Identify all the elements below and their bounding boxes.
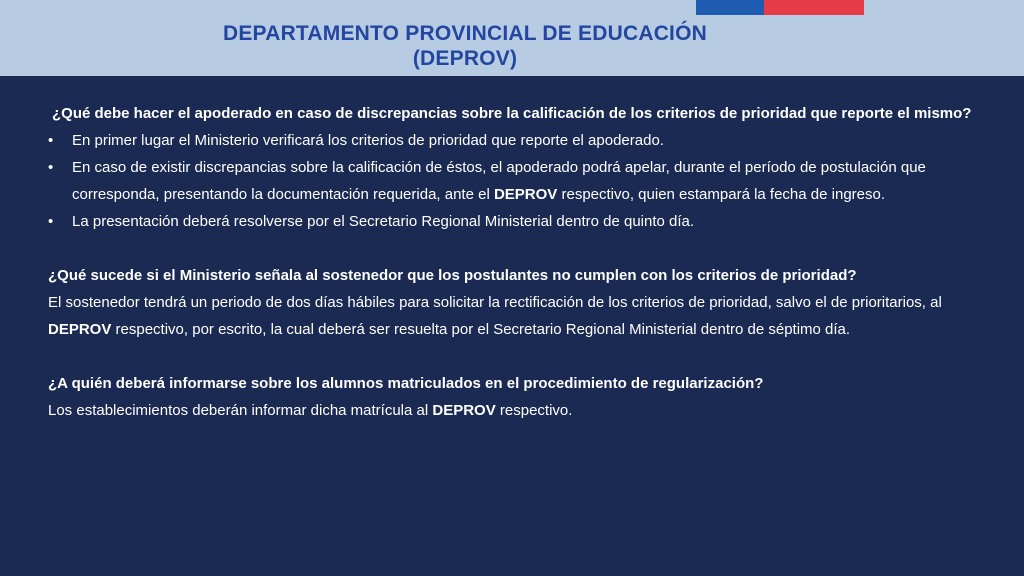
spacer [48, 235, 978, 262]
slide-content [48, 100, 978, 424]
answer-3-post: respectivo. [495, 402, 573, 419]
page-title [150, 21, 780, 71]
bullet-icon: • [48, 213, 54, 230]
question-1: ¿Qué debe hacer el apoderado en caso de discrepancias sobre la calificación de los criterios de prioridad que reporte el mismo? [52, 105, 972, 122]
list-item [48, 208, 978, 235]
flag-stripe-red [764, 0, 864, 15]
page-title-line2: (DEPROV) [412, 47, 518, 70]
header-band [0, 0, 1024, 76]
deprov-acronym: DEPROV [48, 321, 112, 338]
answer-3-pre: Los establecimientos deberán informar dicha matrícula al [48, 402, 433, 419]
list-item-text: En primer lugar el Ministerio verificará los criterios de prioridad que reporte el apoderado. [72, 132, 664, 149]
answer-3 [48, 397, 978, 424]
deprov-acronym: DEPROV [432, 402, 496, 419]
answer-2-post: respectivo, por escrito, la cual deberá ser resuelta por el Secretario Regional Ministerial dentro de séptimo día. [111, 321, 851, 338]
question-2: ¿Qué sucede si el Ministerio señala al sostenedor que los postulantes no cumplen con los criterios de prioridad? [48, 267, 857, 284]
list-item [48, 154, 978, 208]
list-item-text-post: respectivo, quien estampará la fecha de ingreso. [557, 186, 886, 203]
list-item-text: La presentación deberá resolverse por el Secretario Regional Ministerial dentro de quinto día. [72, 213, 695, 230]
list-item-text-pre: En caso de existir discrepancias sobre la calificación de éstos, el apoderado podrá apelar, durante el período de postulación que corresponda, presentando la documentación requerida, ante el [72, 159, 926, 203]
bullet-icon: • [48, 132, 54, 149]
answer-1-list [48, 127, 978, 235]
answer-2-pre: El sostenedor tendrá un periodo de dos días hábiles para solicitar la rectificación de los criterios de prioridad, salvo el de prioritarios, al [48, 294, 942, 311]
question-3: ¿A quién deberá informarse sobre los alumnos matriculados en el procedimiento de regularización? [48, 375, 764, 392]
page-title-line1: DEPARTAMENTO PROVINCIAL DE EDUCACIÓN [222, 22, 707, 45]
bullet-icon: • [48, 159, 54, 176]
list-item [48, 127, 978, 154]
answer-2 [48, 289, 978, 343]
flag-stripe-blue [696, 0, 764, 15]
spacer [48, 343, 978, 370]
deprov-acronym: DEPROV [493, 186, 558, 203]
